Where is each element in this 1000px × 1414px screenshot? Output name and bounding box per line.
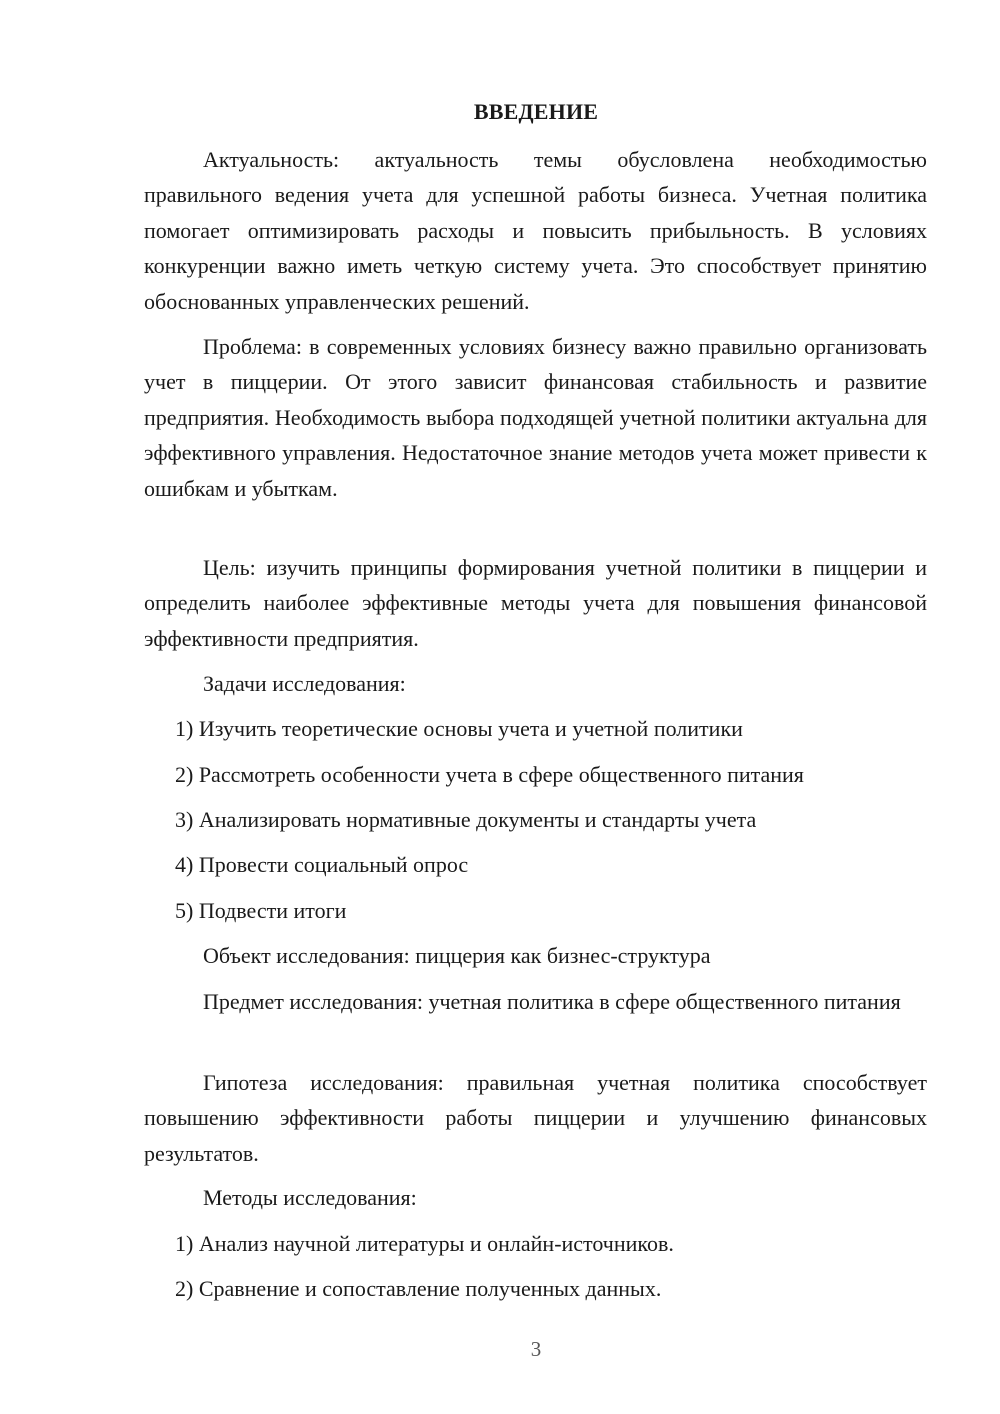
- research-object: Объект исследования: пиццерия как бизнес-структура: [203, 943, 711, 968]
- goal-paragraph: Цель: изучить принципы формирования учетной политики в пиццерии и определить наиболее эффективные методы учета для повышения финансовой эффективности предприятия.: [144, 555, 927, 651]
- task-item: 4) Провести социальный опрос: [175, 852, 469, 877]
- research-subject: Предмет исследования: учетная политика в сфере общественного питания: [203, 989, 901, 1014]
- page-number: 3: [530, 1337, 542, 1361]
- relevance-paragraph: Актуальность: актуальность темы обусловлена необходимостью правильного ведения учета для успешной работы бизнеса. Учетная политика помогает оптимизировать расходы и повысить прибыльность. В условиях конкуренции важно иметь четкую систему учета. Это способствует принятию обоснованных управленческих решений.: [144, 147, 927, 314]
- problem-paragraph: Проблема: в современных условиях бизнесу важно правильно организовать учет в пиццерии. От этого зависит финансовая стабильность и развитие предприятия. Необходимость выбора подходящей учетной политики актуальна для эффективного управления. Недостаточное знание методов учета может привести к ошибкам и убыткам.: [144, 334, 927, 501]
- task-item: 3) Анализировать нормативные документы и стандарты учета: [175, 807, 757, 832]
- section-heading: ВВЕДЕНИЕ: [473, 99, 599, 124]
- task-item: 2) Рассмотреть особенности учета в сфере общественного питания: [175, 762, 804, 787]
- task-item: 5) Подвести итоги: [175, 898, 347, 923]
- task-item: 1) Изучить теоретические основы учета и учетной политики: [175, 716, 743, 741]
- tasks-heading: Задачи исследования:: [203, 671, 406, 696]
- method-item: 1) Анализ научной литературы и онлайн-источников.: [175, 1231, 674, 1256]
- method-item: 2) Сравнение и сопоставление полученных данных.: [175, 1276, 662, 1301]
- methods-heading: Методы исследования:: [203, 1185, 417, 1210]
- research-hypothesis: Гипотеза исследования: правильная учетная политика способствует повышению эффективности работы пиццерии и улучшению финансовых результатов.: [144, 1070, 927, 1166]
